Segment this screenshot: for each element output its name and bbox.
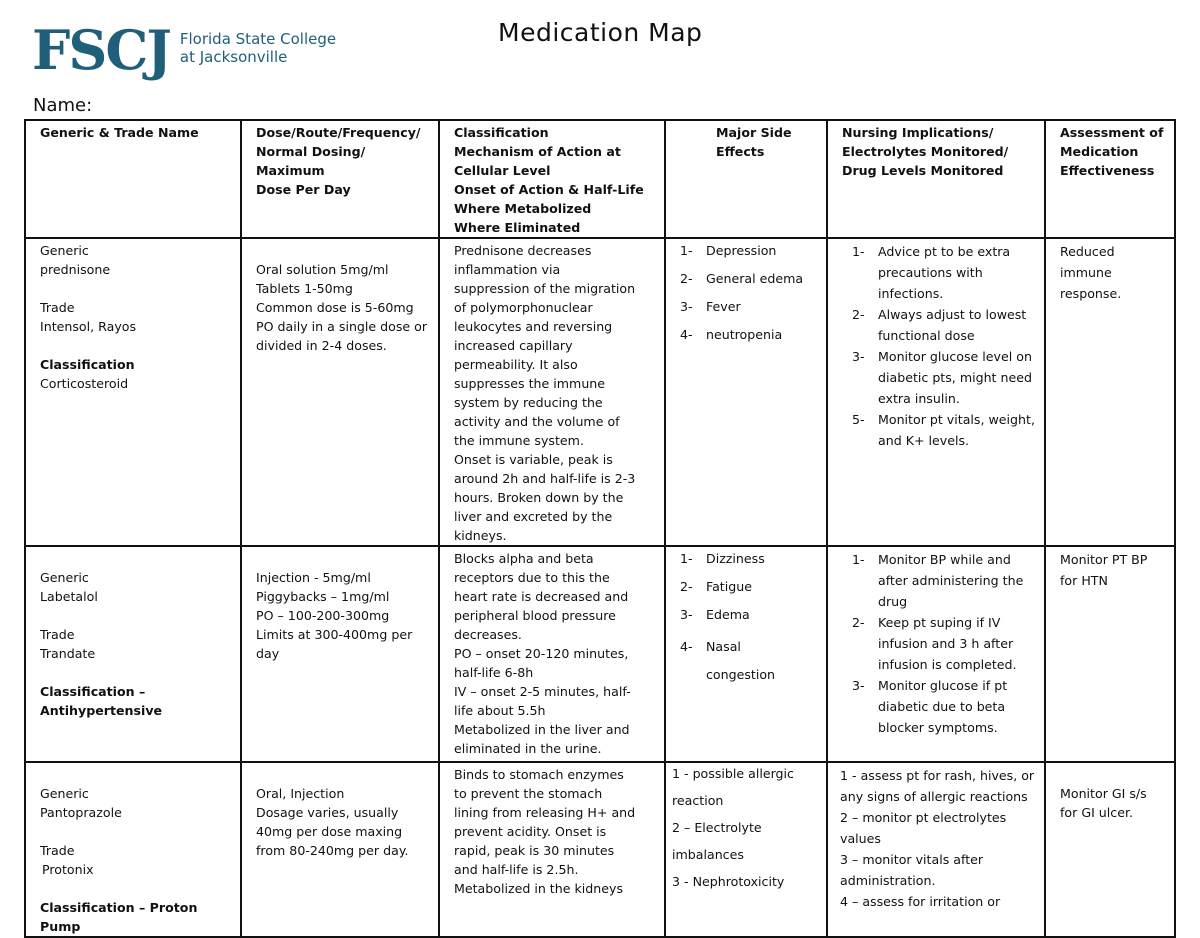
- logo-line-2: at Jacksonville: [179, 48, 288, 66]
- assessment-cell: Monitor PT BP for HTN: [1045, 546, 1175, 762]
- list-item: 1- Monitor BP while and after administering the drug: [852, 552, 1024, 609]
- nursing-cell: [827, 238, 1045, 546]
- list-item: 4- neutropenia: [680, 327, 783, 342]
- header-generic: Generic & Trade Name: [25, 120, 241, 238]
- logo-line-1: Florida State College: [179, 30, 337, 48]
- mechanism-cell: Binds to stomach enzymes to prevent the stomach lining from releasing H+ and prevent acidity. Onset is rapid, peak is 30 minutes and half-life is 2.5h. Metabolized in the kidneys: [439, 762, 665, 937]
- list-item: 1- Depression: [680, 243, 777, 258]
- header-side-effects: Major Side Effects: [665, 120, 827, 238]
- list-item: 1- Advice pt to be extra precautions with infections.: [852, 244, 1011, 301]
- list-item: 2- Always adjust to lowest functional dose: [852, 307, 1027, 343]
- list-item: 3- Fever: [680, 299, 741, 314]
- table-row: [25, 762, 1175, 937]
- generic-trade-cell: Generic prednisone Trade Intensol, Rayos Classification Corticosteroid: [25, 238, 241, 546]
- header-assessment: Assessment of Medication Effectiveness: [1045, 120, 1175, 238]
- nursing-cell: 1 - assess pt for rash, hives, or any signs of allergic reactions 2 – monitor pt electrolytes values 3 – monitor vitals after administration. 4 – assess for irritation or: [827, 762, 1045, 937]
- table-row: [25, 546, 1175, 762]
- name-label: Name:: [33, 95, 93, 116]
- medication-table: [24, 119, 1176, 938]
- side-effects-cell: 1 - possible allergic reaction 2 – Electrolyte imbalances 3 - Nephrotoxicity: [665, 762, 827, 937]
- dose-cell: Oral, Injection Dosage varies, usually 40mg per dose maxing from 80-240mg per day.: [241, 762, 439, 937]
- fscj-logo: [32, 18, 337, 88]
- page-title: Medication Map: [498, 18, 703, 47]
- side-effects-cell: [665, 238, 827, 546]
- header-nursing: Nursing Implications/ Electrolytes Monitored/ Drug Levels Monitored: [827, 120, 1045, 238]
- list-item: 2- Fatigue: [680, 579, 752, 594]
- mechanism-cell: Blocks alpha and beta receptors due to this the heart rate is decreased and peripheral blood pressure decreases. PO – onset 20-120 minutes, half-life 6-8h IV – onset 2-5 minutes, half- life about 5.5h Metabolized in the liver and eliminated in the urine.: [439, 546, 665, 762]
- list-item: 2- Keep pt suping if IV infusion and 3 h after infusion is completed.: [852, 615, 1017, 672]
- list-item: 3- Edema: [680, 607, 750, 622]
- list-item: 4- Nasal congestion: [680, 639, 776, 682]
- side-effects-cell: [665, 546, 827, 762]
- list-item: 5- Monitor pt vitals, weight, and K+ levels.: [852, 412, 1035, 448]
- mechanism-cell: Prednisone decreases inflammation via suppression of the migration of polymorphonuclear leukocytes and reversing increased capillary permeability. It also suppresses the immune system by reducing the activity and the volume of the immune system. Onset is variable, peak is around 2h and half-life is 2-3 hours. Broken down by the liver and excreted by the kidneys.: [439, 238, 665, 546]
- header-classification: Classification Mechanism of Action at Cellular Level Onset of Action & Half-Life Where Metabolized Where Eliminated: [439, 120, 665, 238]
- assessment-cell: Reduced immune response.: [1045, 238, 1175, 546]
- logo-mark: FSCJ: [32, 18, 170, 82]
- generic-trade-cell: Generic Labetalol Trade Trandate Classification – Antihypertensive: [25, 546, 241, 762]
- header-row: [25, 120, 1175, 238]
- assessment-cell: Monitor GI s/s for GI ulcer.: [1045, 762, 1175, 937]
- logo-text: [180, 30, 336, 66]
- list-item: 3- Monitor glucose level on diabetic pts, might need extra insulin.: [852, 349, 1032, 406]
- list-item: 3- Monitor glucose if pt diabetic due to beta blocker symptoms.: [852, 678, 1008, 735]
- header-dose: Dose/Route/Frequency/ Normal Dosing/ Maximum Dose Per Day: [241, 120, 439, 238]
- generic-trade-cell: Generic Pantoprazole Trade Protonix Classification – Proton Pump: [25, 762, 241, 937]
- dose-cell: Oral solution 5mg/ml Tablets 1-50mg Common dose is 5-60mg PO daily in a single dose or divided in 2-4 doses.: [241, 238, 439, 546]
- list-item: 2- General edema: [680, 271, 804, 286]
- dose-cell: Injection - 5mg/ml Piggybacks – 1mg/ml PO – 100-200-300mg Limits at 300-400mg per day: [241, 546, 439, 762]
- list-item: 1- Dizziness: [680, 551, 765, 566]
- table-row: [25, 238, 1175, 546]
- nursing-cell: [827, 546, 1045, 762]
